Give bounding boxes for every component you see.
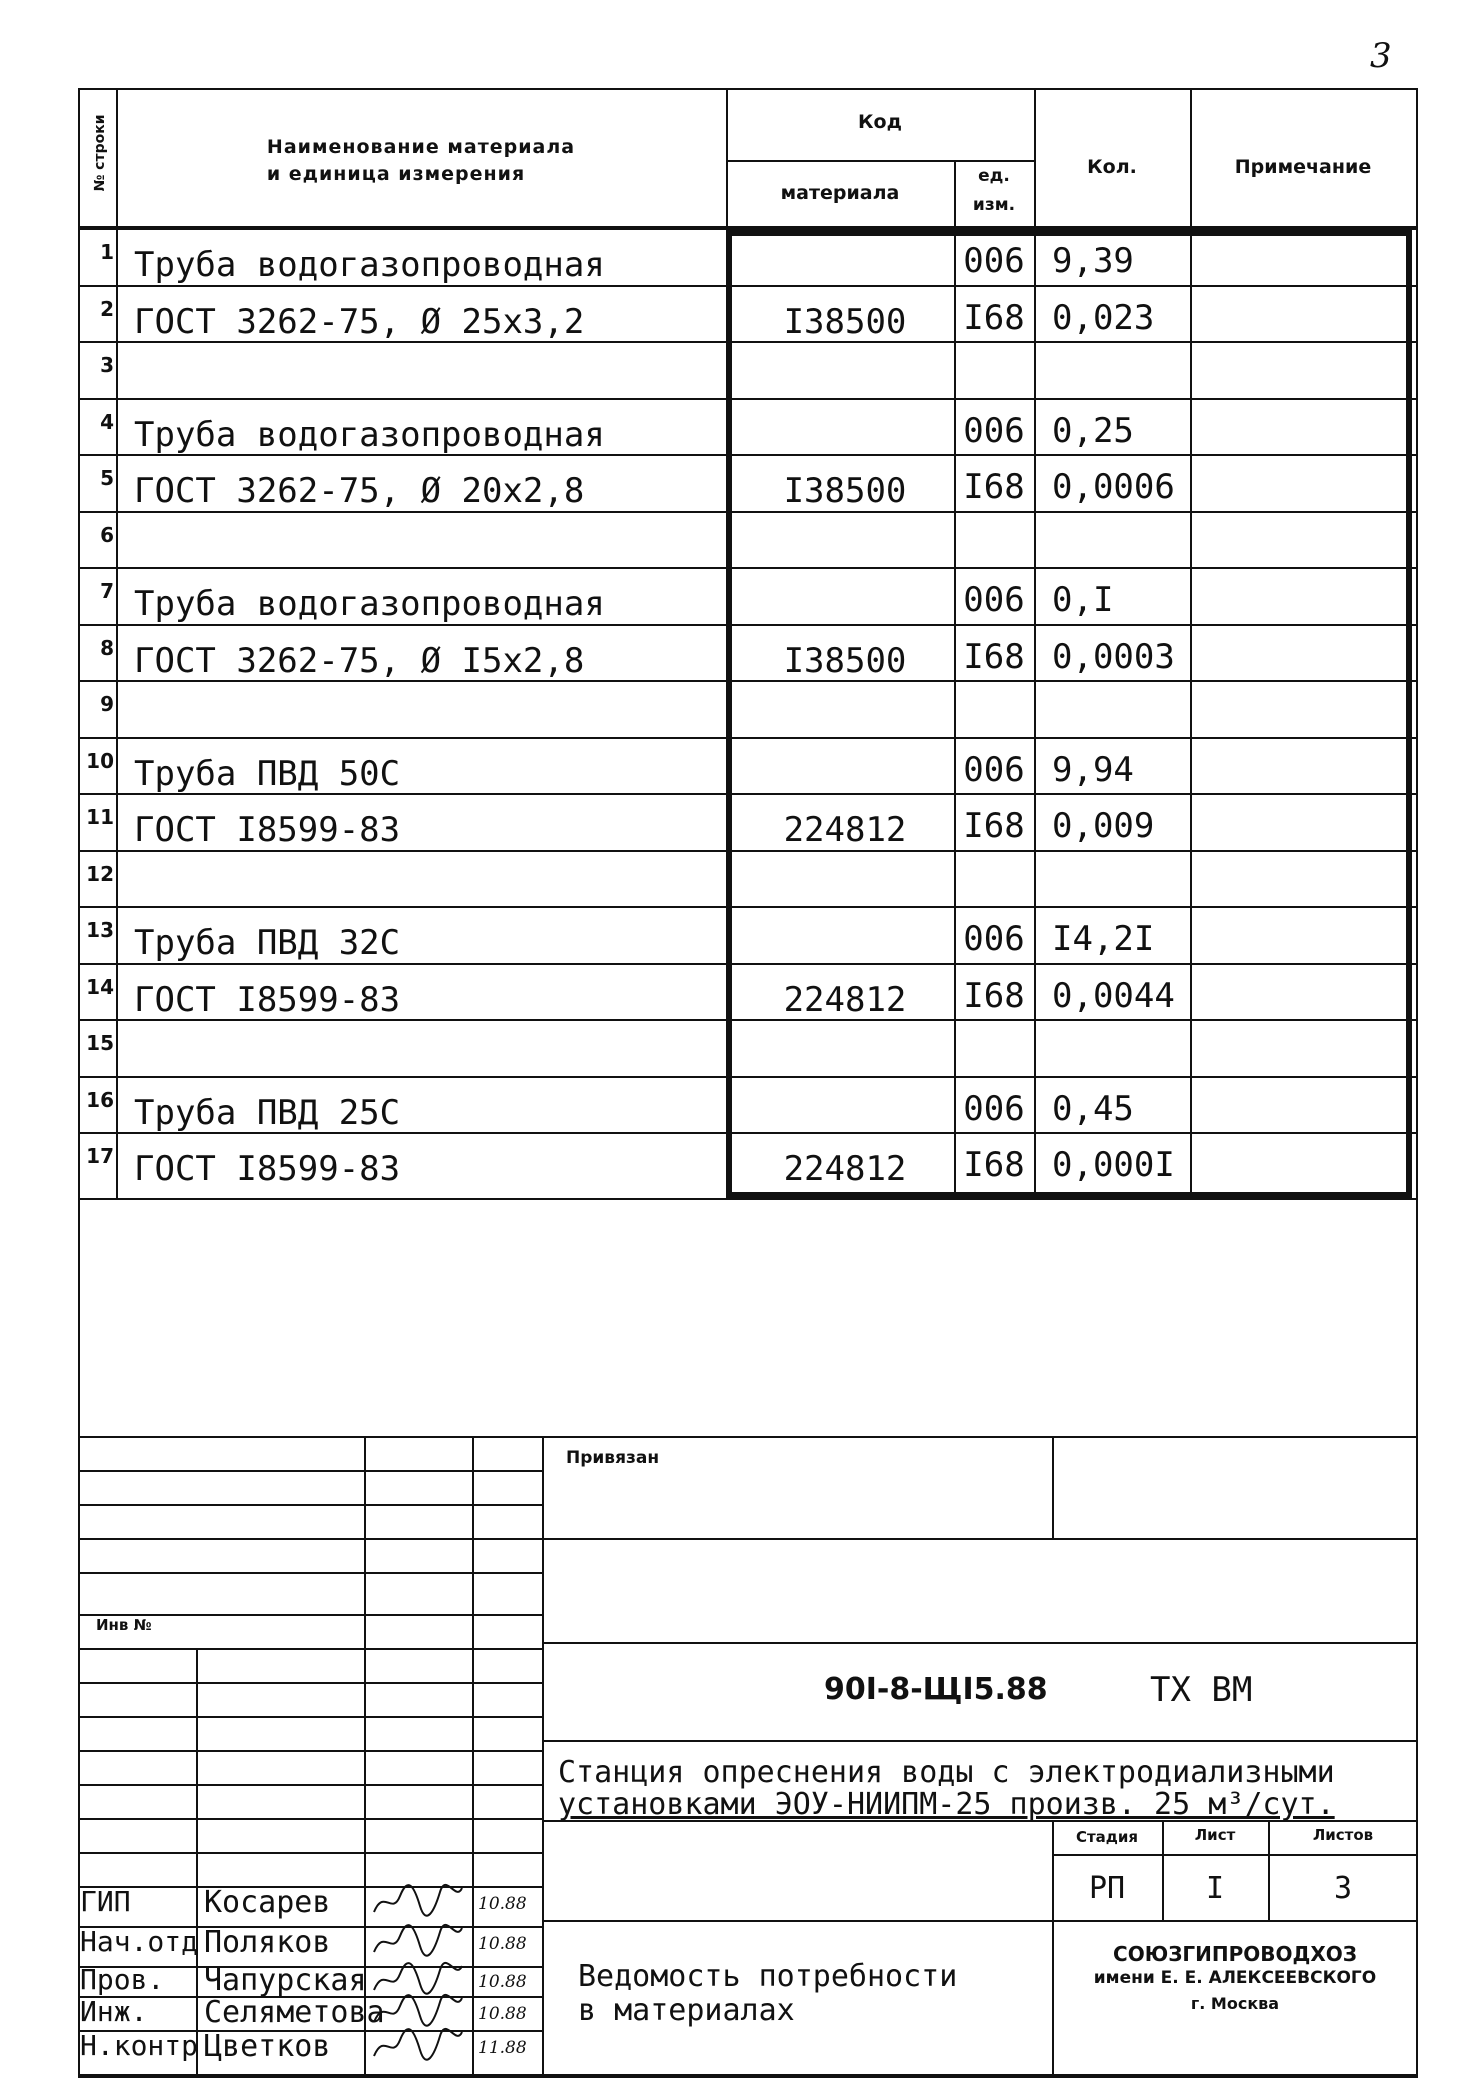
material-name-header-line2: и единица измерения [266,163,526,185]
material-name: ГОСТ I8599-83 [134,810,401,850]
row-number: 10 [86,748,114,773]
material-code-header: материала [780,182,900,204]
material-name: ГОСТ I8599-83 [134,1149,401,1189]
row-number: 11 [86,805,114,829]
unit-code: 006 [963,241,1025,281]
unit-header-line1: ед. [978,166,1010,186]
row-number: 13 [86,918,114,942]
qty-header: Кол. [1087,156,1137,178]
unit-code: I68 [963,636,1025,677]
sheet-value: I [1205,1871,1225,1906]
project-title-line2: установками ЭОУ-НИИПМ-25 произв. 25 м³/сут. [558,1787,1335,1822]
material-name: Труба ПВД 50С [134,753,401,794]
unit-code: 006 [963,749,1025,790]
row-number: 6 [100,522,114,547]
unit-code: 006 [963,919,1025,959]
unit-code: 006 [963,1088,1025,1129]
material-code: 224812 [783,810,907,850]
quantity: 0,009 [1052,806,1155,846]
row-number-header: № строки [92,114,108,192]
sheets-value: 3 [1333,1871,1353,1906]
sign-date: 10.88 [478,2004,527,2024]
material-name: Труба водогазопроводная [134,245,605,285]
sheet-label: Лист [1194,1826,1236,1844]
person-name: Селяметова [204,1995,385,2030]
material-code: 224812 [783,979,907,1020]
quantity: 0,0044 [1052,975,1175,1016]
material-code: I38500 [783,471,907,511]
bound-label: Привязан [566,1448,660,1468]
org-city: г. Москва [1190,1994,1280,2013]
quantity: 0,25 [1052,410,1134,451]
sign-date: 10.88 [478,1934,527,1954]
row-number: 9 [100,692,114,716]
unit-code: 006 [963,580,1025,620]
stage-value: РП [1088,1871,1126,1906]
quantity: 0,000I [1052,1145,1175,1185]
code-header: Код [858,111,902,133]
row-number: 3 [100,353,114,377]
person-name: Чапурская [204,1963,367,1998]
unit-code: I68 [963,297,1025,338]
row-number: 7 [100,579,114,603]
row-number: 12 [86,861,114,886]
row-number: 8 [100,635,114,660]
row-number: 17 [86,1144,114,1168]
material-name: Труба водогазопроводная [134,584,605,624]
row-number: 1 [100,240,114,264]
material-name: ГОСТ 3262-75, Ø 25х3,2 [134,301,585,342]
note-header: Примечание [1234,156,1372,178]
row-number: 14 [86,974,114,999]
material-code: I38500 [783,640,907,681]
material-name: ГОСТ I8599-83 [134,979,401,1020]
doc-code: 90I-8-ЩI5.88 [824,1672,1048,1707]
stage-label: Стадия [1075,1828,1139,1846]
sign-date: 11.88 [478,2038,527,2058]
unit-header-line2: изм. [972,195,1016,215]
row-number: 4 [100,409,114,434]
person-name: Цветков [204,2029,331,2064]
quantity: 9,39 [1052,241,1134,281]
material-name-header-line1: Наименование материала [266,136,576,158]
handwritten-signature [370,1992,466,2030]
person-name: Поляков [204,1925,331,1960]
row-number: 15 [86,1031,114,1055]
sheet-title-line2: в материалах [578,1993,795,2028]
material-name: Труба ПВД 32С [134,923,401,963]
inventory-label: Инв № [96,1616,152,1634]
material-name: ГОСТ 3262-75, Ø 20х2,8 [134,471,585,511]
role: Нач.отд [80,1925,199,1958]
unit-code: I68 [963,1145,1025,1185]
row-number: 2 [100,296,114,321]
quantity: 0,023 [1052,297,1155,338]
unit-code: 006 [963,410,1025,451]
material-name: ГОСТ 3262-75, Ø I5х2,8 [134,640,585,681]
sheet-title-line1: Ведомость потребности [578,1959,958,1994]
row-number: 16 [86,1087,114,1112]
handwritten-signature [370,1922,466,1960]
role: Инж. [80,1995,148,2028]
row-number: 5 [100,466,114,490]
quantity: I4,2I [1052,919,1155,959]
person-name: Косарев [204,1885,331,1920]
sign-date: 10.88 [478,1972,527,1992]
project-title-line1: Станция опреснения воды с электродиализными [558,1755,1335,1790]
role: Н.контр [80,2029,199,2062]
material-name: Труба водогазопроводная [134,414,605,455]
material-code: I38500 [783,301,907,342]
sign-date: 10.88 [478,1894,527,1914]
material-code: 224812 [783,1149,907,1189]
handwritten-signature [370,1882,466,1920]
unit-code: I68 [963,467,1025,507]
quantity: 0,0003 [1052,636,1175,677]
role: Пров. [80,1963,165,1996]
org-named-after: имени Е. Е. АЛЕКСЕЕВСКОГО [1093,1968,1377,1988]
quantity: 0,45 [1052,1088,1134,1129]
quantity: 0,0006 [1052,467,1175,507]
sheets-label: Листов [1312,1826,1374,1844]
quantity: 9,94 [1052,749,1134,790]
page-number: 3 [1370,36,1392,76]
org-name: СОЮЗГИПРОВОДХОЗ [1113,1942,1357,1966]
role: ГИП [80,1885,131,1918]
material-name: Труба ПВД 25С [134,1092,401,1133]
doc-mark: ТХ ВМ [1150,1670,1253,1710]
unit-code: I68 [963,975,1025,1016]
quantity: 0,I [1052,580,1114,620]
handwritten-signature [370,2026,466,2064]
unit-code: I68 [963,806,1025,846]
